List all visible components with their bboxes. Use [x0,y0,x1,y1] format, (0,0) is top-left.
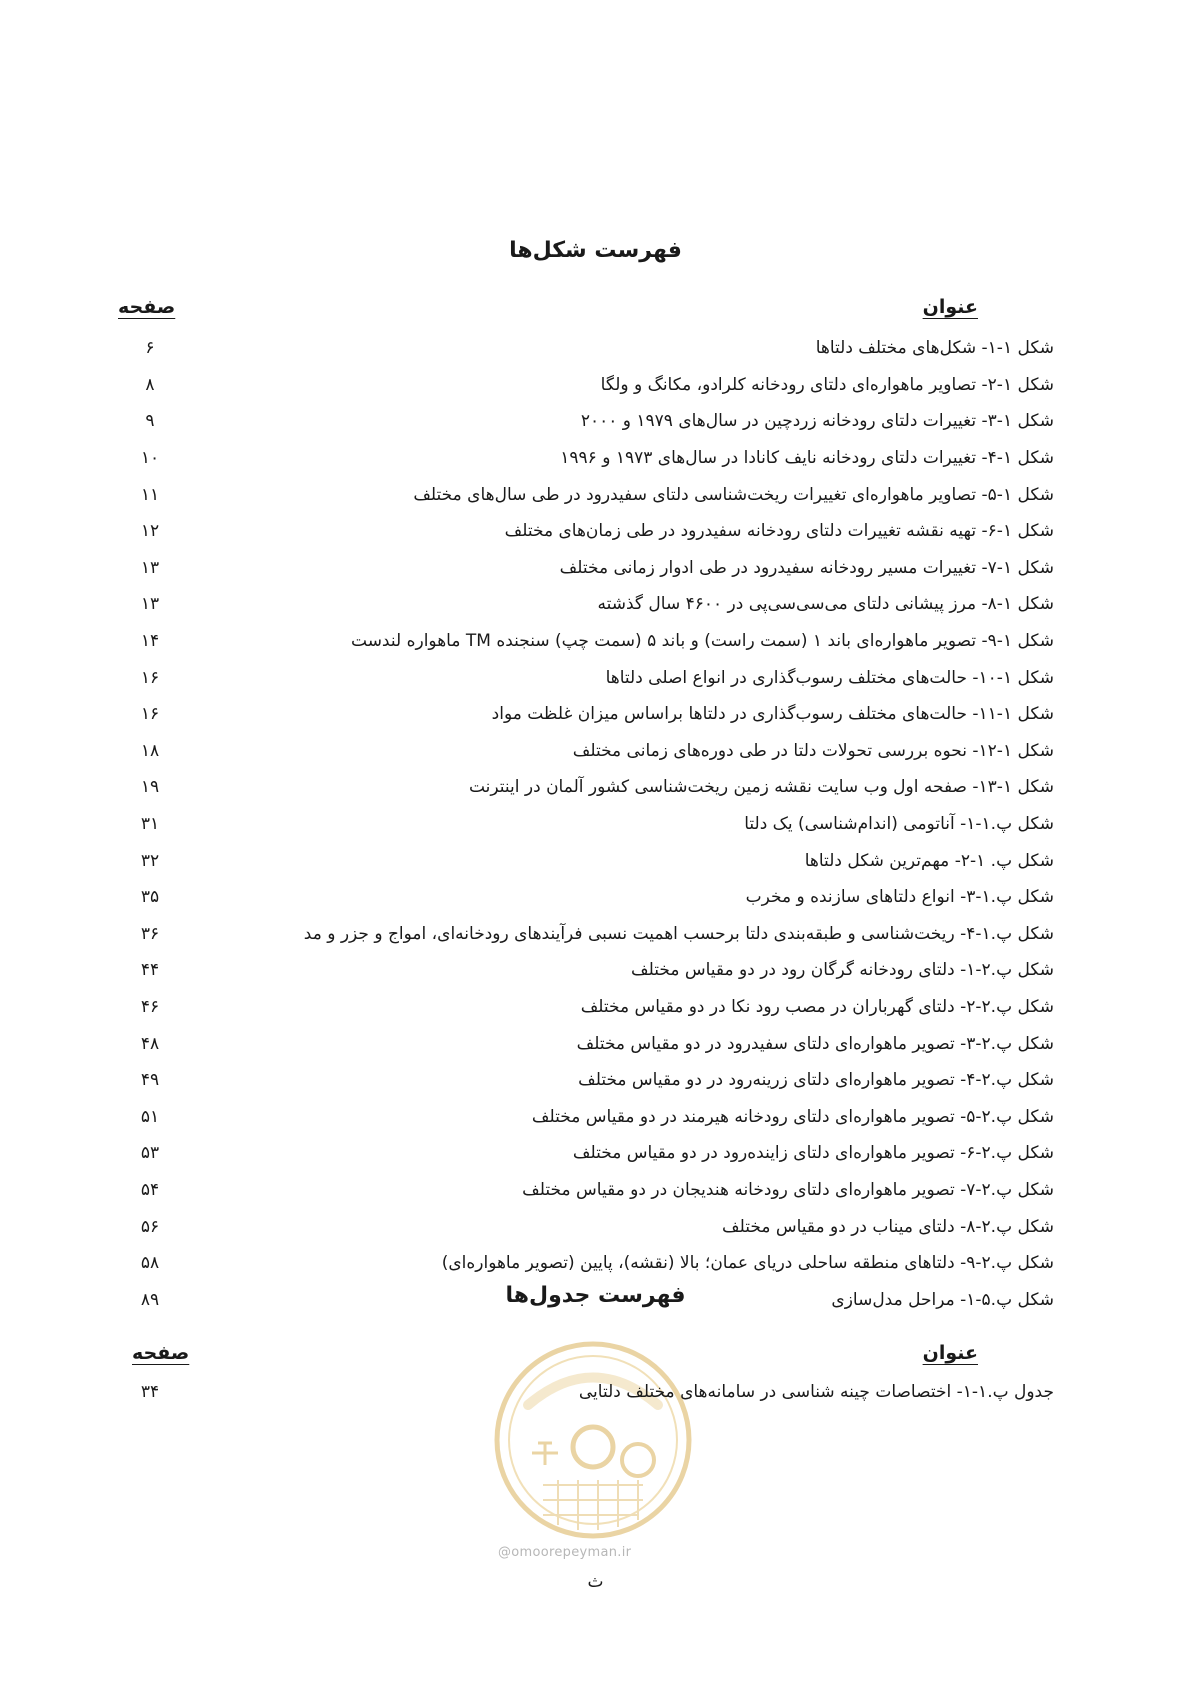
figure-entry [120,1172,1054,1209]
figure-entry-page: ۵۳ [140,1143,160,1164]
figure-entry-page: ۳۲ [140,850,160,871]
figure-entry-page: ۱۹ [140,777,160,798]
figure-entry-title: شکل ۱-۱۳- صفحه اول وب سایت نقشه زمین ریخت‌شناسی کشور آلمان در اینترنت [468,777,1054,798]
figure-entry-page: ۳۱ [140,814,160,835]
figure-entry-page: ۴۸ [140,1033,160,1054]
figure-entry [120,1135,1054,1172]
figures-list [120,330,1054,1318]
figure-entry-page: ۱۲ [140,521,160,542]
figure-entry-page: ۱۶ [140,667,160,688]
figure-entry-title: شکل ۱-۱۰- حالت‌های مختلف رسوب‌گذاری در انواع اصلی دلتاها [605,667,1054,688]
figure-entry-title: شکل ۱-۱۲- نحوه بررسی تحولات دلتا در طی دوره‌های زمانی مختلف [572,740,1054,761]
figure-entry-page: ۴۹ [140,1070,160,1091]
figure-entry [120,769,1054,806]
figure-entry-page: ۱۴ [140,631,160,652]
figure-entry-title: شکل پ.۲-۷- تصویر ماهواره‌ای دلتای رودخانه هندیجان در دو مقیاس مختلف [522,1179,1054,1200]
figure-entry [120,1208,1054,1245]
figure-entry-title: شکل پ.۲-۸- دلتای میناب در دو مقیاس مختلف [722,1216,1054,1237]
figure-entry [120,696,1054,733]
figure-entry-page: ۱۳ [140,594,160,615]
figure-entry-page: ۵۱ [140,1106,160,1127]
figure-entry-title: شکل پ.۲-۹- دلتاهای منطقه ساحلی دریای عمان؛ بالا (نقشه)، پایین (تصویر ماهواره‌ای) [441,1253,1054,1274]
figure-entry [120,1025,1054,1062]
figure-entry-title: شکل پ.۱-۳- انواع دلتاهای سازنده و مخرب [745,887,1054,908]
figure-entry-page: ۱۸ [140,740,160,761]
figures-section-title: فهرست شکل‌ها [509,238,682,263]
table-entry-title: جدول پ.۱-۱- اختصاصات چینه شناسی در سامانه‌های مختلف دلتایی [578,1382,1054,1403]
figure-entry-page: ۵۶ [140,1216,160,1237]
figure-entry [120,879,1054,916]
figure-entry-title: شکل پ.۲-۳- تصویر ماهواره‌ای دلتای سفیدرود در دو مقیاس مختلف [576,1033,1054,1054]
figure-entry-title: شکل ۱-۴- تغییرات دلتای رودخانه نایف کانادا در سال‌های ۱۹۷۳ و ۱۹۹۶ [560,448,1054,469]
figure-entry-title: شکل پ.۲-۲- دلتای گهرباران در مصب رود نکا در دو مقیاس مختلف [580,996,1054,1017]
page-number: ث [587,1572,604,1592]
table-entry [120,1374,1054,1411]
figure-entry [120,476,1054,513]
figure-entry-title: شکل ۱-۱- شکل‌های مختلف دلتاها [815,338,1054,359]
figure-entry-page: ۱۳ [140,557,160,578]
figure-entry-page: ۴۶ [140,996,160,1017]
figure-entry-title: شکل پ.۲-۴- تصویر ماهواره‌ای دلتای زرینه‌رود در دو مقیاس مختلف [578,1070,1054,1091]
figure-entry [120,916,1054,953]
figure-entry [120,1062,1054,1099]
figure-entry-page: ۳۵ [140,887,160,908]
tables-list [120,1374,1054,1411]
figure-entry [120,623,1054,660]
figure-entry-title: شکل پ.۲-۱- دلتای رودخانه گرگان رود در دو مقیاس مختلف [631,960,1054,981]
figure-entry-title: شکل پ.۲-۵- تصویر ماهواره‌ای دلتای رودخانه هیرمند در دو مقیاس مختلف [531,1106,1054,1127]
watermark-logo-icon [488,1335,698,1545]
figure-entry [120,952,1054,989]
figure-entry-page: ۴۴ [140,960,160,981]
figure-entry [120,842,1054,879]
figure-entry [120,1098,1054,1135]
figure-entry-title: شکل پ.۲-۶- تصویر ماهواره‌ای دلتای زاینده‌رود در دو مقیاس مختلف [572,1143,1054,1164]
tables-title-column-header: عنوان [922,1342,978,1364]
figure-entry-title: شکل ۱-۲- تصاویر ماهواره‌ای دلتای رودخانه کلرادو، مکانگ و ولگا [600,374,1054,395]
tables-section-title: فهرست جدول‌ها [505,1283,686,1308]
figure-entry-page: ۱۰ [140,448,160,469]
figure-entry [120,403,1054,440]
figure-entry-page: ۸ [145,374,155,395]
table-entry-page: ۳۴ [140,1382,160,1403]
figure-entry-title: شکل ۱-۸- مرز پیشانی دلتای می‌سی‌سی‌پی در ۴۶۰۰ سال گذشته [597,594,1054,615]
figure-entry [120,989,1054,1026]
figure-entry [120,367,1054,404]
figure-entry-title: شکل ۱-۷- تغییرات مسیر رودخانه سفیدرود در طی ادوار زمانی مختلف [559,557,1054,578]
figure-entry-title: شکل ۱-۹- تصویر ماهواره‌ای باند ۱ (سمت راست) و باند ۵ (سمت چپ) سنجنده TM ماهواره لندست [351,631,1054,652]
figure-entry [120,330,1054,367]
figure-entry-page: ۸۹ [140,1289,160,1310]
figure-entry [120,806,1054,843]
figure-entry-title: شکل ۱-۳- تغییرات دلتای رودخانه زردچین در سال‌های ۱۹۷۹ و ۲۰۰۰ [580,411,1054,432]
figure-entry-title: شکل پ. ۱-۲- مهم‌ترین شکل دلتاها [804,850,1054,871]
figure-entry [120,733,1054,770]
figure-entry-page: ۵۴ [140,1179,160,1200]
figure-entry-title: شکل ۱-۶- تهیه نقشه تغییرات دلتای رودخانه سفیدرود در طی زمان‌های مختلف [504,521,1054,542]
tables-page-column-header: صفحه [132,1342,190,1364]
figure-entry-title: شکل پ.۱-۱- آناتومی (اندام‌شناسی) یک دلتا [744,814,1054,835]
figure-entry [120,1245,1054,1282]
figure-entry-title: شکل پ.۵-۱- مراحل مدل‌سازی [831,1289,1054,1310]
figure-entry-page: ۱۱ [140,484,160,505]
figure-entry [120,550,1054,587]
figures-title-column-header: عنوان [922,296,978,318]
figure-entry [120,513,1054,550]
figure-entry-title: شکل ۱-۱۱- حالت‌های مختلف رسوب‌گذاری در دلتاها براساس میزان غلظت مواد [491,704,1054,725]
figure-entry [120,440,1054,477]
figure-entry-page: ۵۸ [140,1253,160,1274]
figure-entry-page: ۳۶ [140,923,160,944]
figure-entry-title: شکل ۱-۵- تصاویر ماهواره‌ای تغییرات ریخت‌شناسی دلتای سفیدرود در طی سال‌های مختلف [413,484,1054,505]
figure-entry-page: ۶ [145,338,155,359]
figure-entry-title: شکل پ.۱-۴- ریخت‌شناسی و طبقه‌بندی دلتا برحسب اهمیت نسبی فرآیندهای رودخانه‌ای، امواج و جزر و مد [303,923,1054,944]
figure-entry-page: ۱۶ [140,704,160,725]
figures-page-column-header: صفحه [118,296,176,318]
figure-entry [120,586,1054,623]
figure-entry-page: ۹ [145,411,155,432]
watermark-url: @omoorepeyman.ir [498,1545,632,1560]
figure-entry [120,659,1054,696]
